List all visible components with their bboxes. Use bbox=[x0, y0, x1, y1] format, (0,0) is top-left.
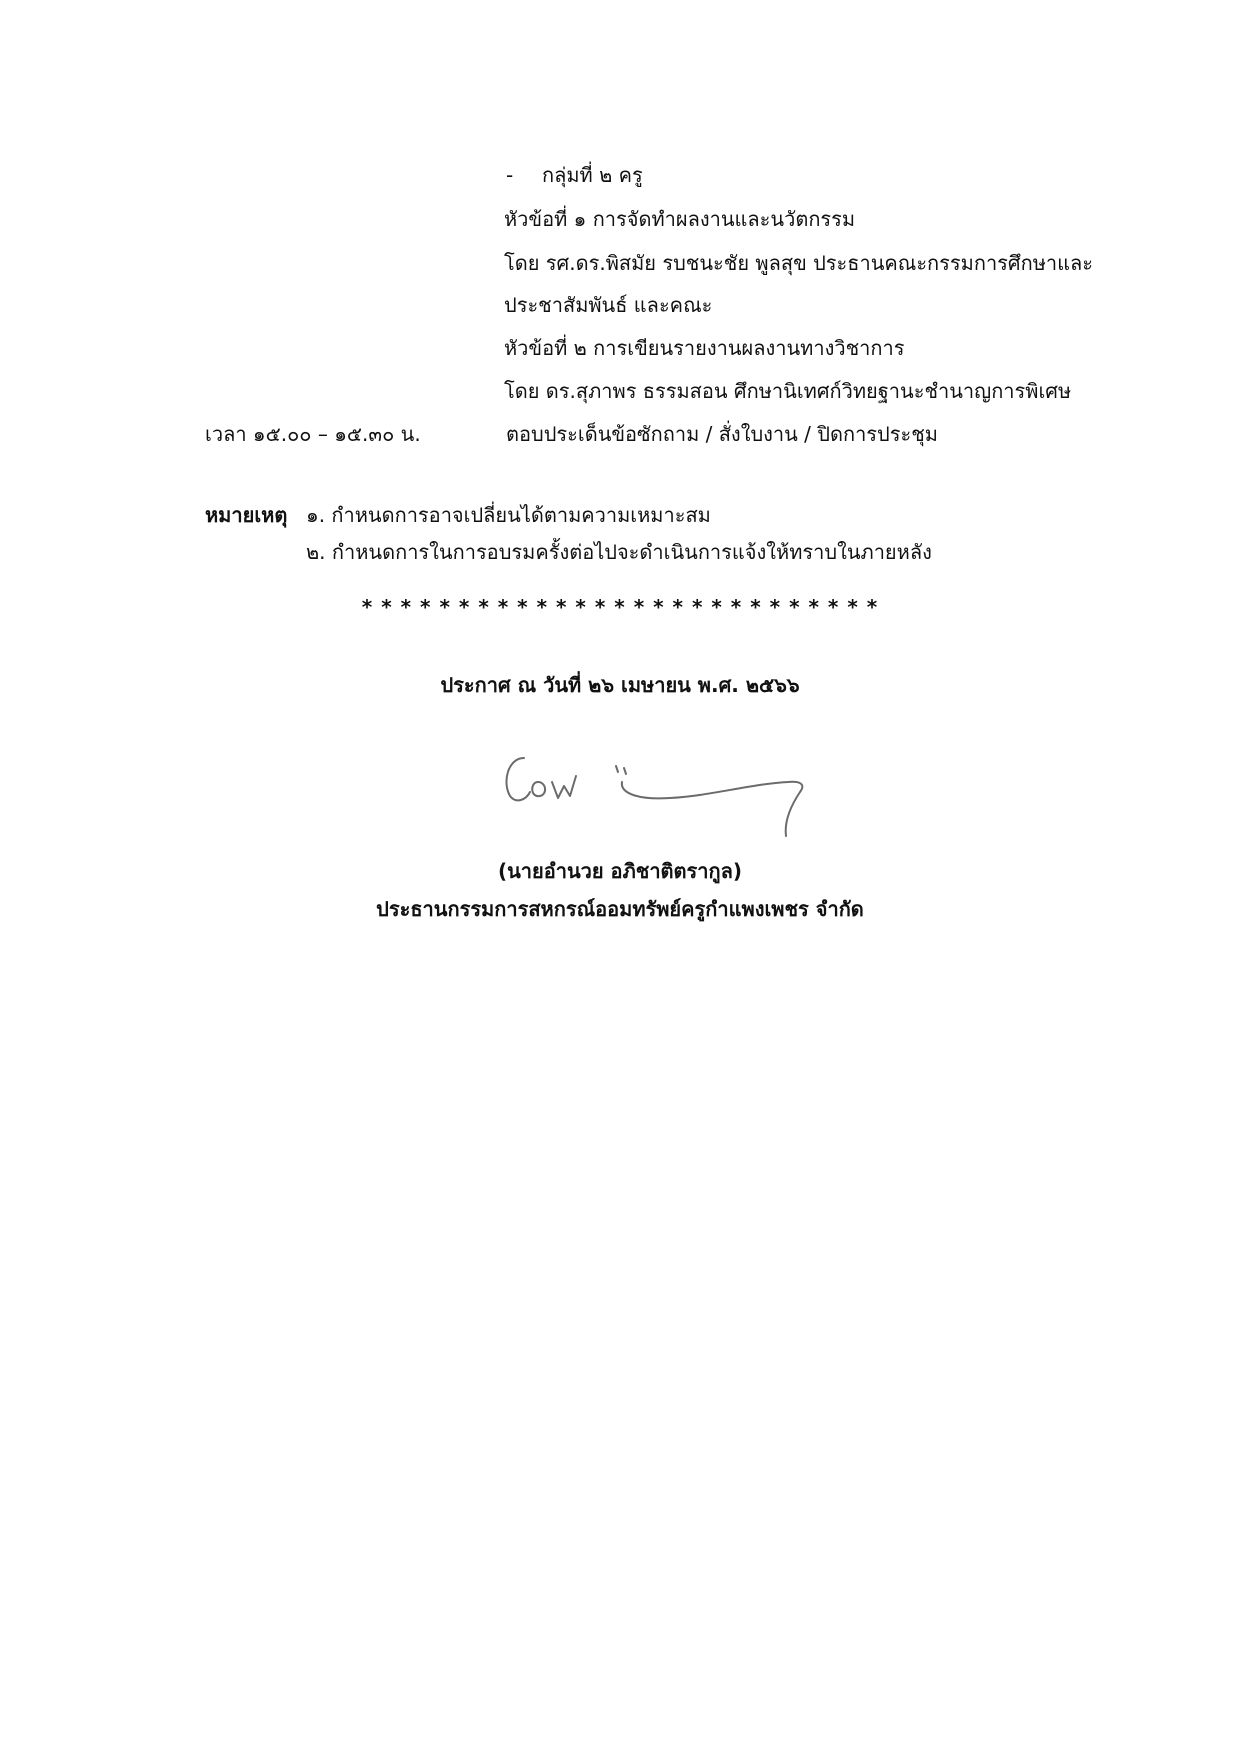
topic1-title: หัวข้อที่ ๑ การจัดทำผลงานและนวัตกรรม bbox=[504, 207, 856, 231]
notes-label: หมายเหตุ bbox=[205, 503, 288, 527]
topic2-title: หัวข้อที่ ๒ การเขียนรายงานผลงานทางวิชาการ bbox=[504, 336, 905, 360]
topic1-speaker-line1: โดย รศ.ดร.พิสมัย รบชนะชัย พูลสุข ประธานคณะกรรมการศึกษาและ bbox=[504, 251, 1094, 275]
separator-stars: * * * * * * * * * * * * * * * * * * * * * * * * * * * bbox=[361, 595, 879, 619]
closing-time: เวลา ๑๕.๐๐ – ๑๕.๓๐ น. bbox=[205, 422, 421, 446]
closing-activity: ตอบประเด็นข้อซักถาม / สั่งใบงาน / ปิดการประชุม bbox=[506, 422, 938, 446]
group-label: กลุ่มที่ ๒ ครู bbox=[542, 163, 643, 187]
signature-image bbox=[500, 752, 840, 842]
group-dash: - bbox=[506, 163, 514, 187]
note-2: ๒. กำหนดการในการอบรมครั้งต่อไปจะดำเนินการแจ้งให้ทราบในภายหลัง bbox=[306, 540, 932, 564]
announcement-date: ประกาศ ณ วันที่ ๒๖ เมษายน พ.ศ. ๒๕๖๖ bbox=[440, 673, 800, 697]
topic2-speaker: โดย ดร.สุภาพร ธรรมสอน ศึกษานิเทศก์วิทยฐานะชำนาญการพิเศษ bbox=[504, 379, 1072, 403]
signatory-name: (นายอำนวย อภิชาติตรากูล) bbox=[497, 859, 743, 883]
note-1: ๑. กำหนดการอาจเปลี่ยนได้ตามความเหมาะสม bbox=[306, 503, 711, 527]
topic1-speaker-line2: ประชาสัมพันธ์ และคณะ bbox=[504, 293, 713, 317]
signatory-position: ประธานกรรมการสหกรณ์ออมทรัพย์ครูกำแพงเพชร จำกัด bbox=[376, 897, 864, 921]
